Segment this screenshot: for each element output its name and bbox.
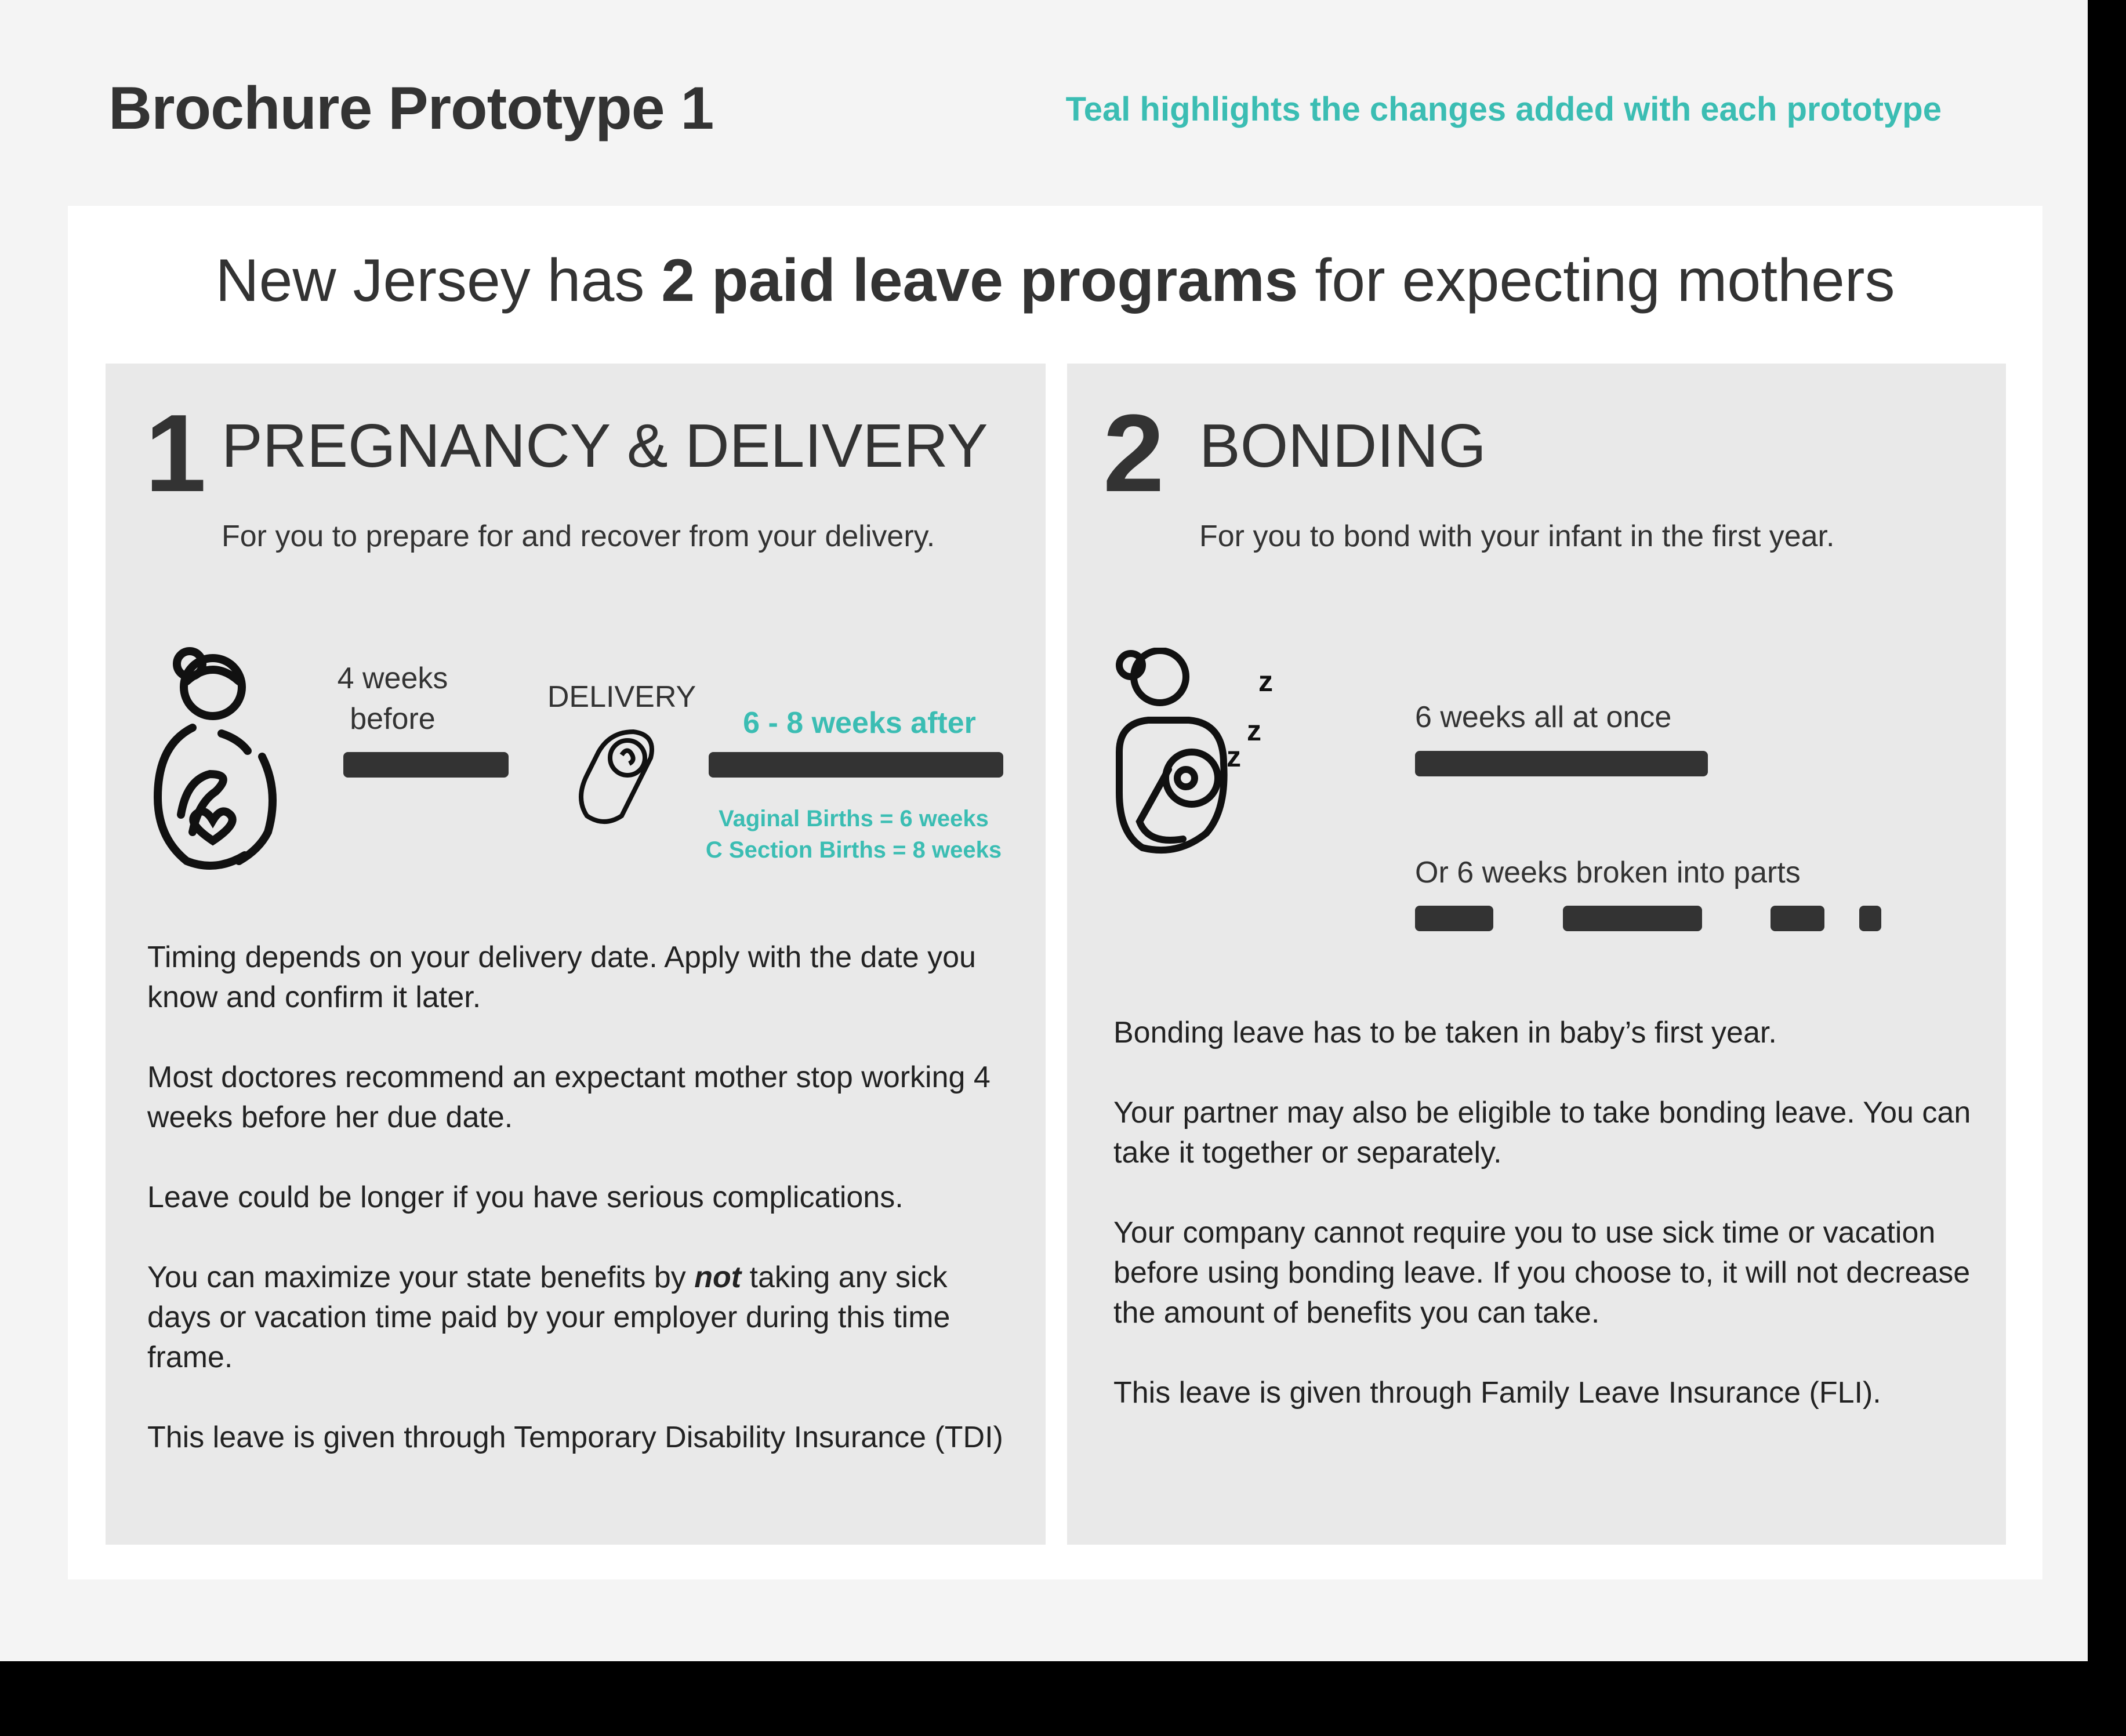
panel-bonding <box>1067 364 2006 1545</box>
after-label: 6 - 8 weeks after <box>743 706 976 740</box>
mother-holding-sleeping-baby-icon <box>1113 648 1316 868</box>
before-label: 4 weeks before <box>337 662 448 736</box>
svg-text:z: z <box>1247 714 1261 747</box>
continuous-bar <box>1415 751 1708 776</box>
before-bar <box>343 752 509 778</box>
svg-text:z: z <box>1227 740 1241 773</box>
program-title: BONDING <box>1199 412 1486 480</box>
pregnant-woman-icon <box>146 647 291 873</box>
part-bar <box>1771 906 1824 931</box>
program-number: 1 <box>145 392 206 515</box>
c-section-births-note: C Section Births = 8 weeks <box>705 837 1002 863</box>
headline <box>68 246 2042 315</box>
after-bar <box>709 752 1003 778</box>
part-bar <box>1859 906 1881 931</box>
paragraph: Most doctores recommend an expectant mother stop working 4 weeks before her due date. <box>147 1061 991 1134</box>
program-description <box>147 938 1017 1498</box>
program-subtitle: For you to prepare for and recover from your delivery. <box>222 520 935 553</box>
paragraph: Your company cannot require you to use sick time or vacation before using bonding leave. If you choose to, it will not decrease the amount of benefits you can take. <box>1113 1216 1971 1330</box>
page-title: Brochure Prototype 1 <box>108 75 714 142</box>
paragraph: Your partner may also be eligible to take bonding leave. You can take it together or separately. <box>1113 1096 1971 1170</box>
birth-type-notes <box>691 803 1016 866</box>
vaginal-births-note: Vaginal Births = 6 weeks <box>719 806 989 831</box>
svg-text:z: z <box>1258 665 1273 698</box>
delivery-label: DELIVERY <box>547 680 696 714</box>
program-title: PREGNANCY & DELIVERY <box>222 412 988 480</box>
headline-post: for expecting mothers <box>1298 247 1895 314</box>
paragraph: Leave could be longer if you have serious complications. <box>147 1181 904 1214</box>
option-broken-parts: Or 6 weeks broken into parts <box>1415 856 1801 889</box>
part-bar <box>1563 906 1702 931</box>
paragraph-maximize: You can maximize your state benefits by not taking any sick days or vacation time paid by your employer during this time frame. <box>147 1261 950 1374</box>
headline-bold: 2 paid leave programs <box>661 247 1298 314</box>
paragraph: Bonding leave has to be taken in baby’s first year. <box>1113 1016 1777 1049</box>
paragraph: Timing depends on your delivery date. Apply with the date you know and confirm it later. <box>147 940 976 1014</box>
program-number: 2 <box>1103 392 1164 515</box>
paragraph: This leave is given through Temporary Disability Insurance (TDI) <box>147 1421 1003 1454</box>
program-description <box>1113 1013 1995 1453</box>
option-all-at-once: 6 weeks all at once <box>1415 700 1672 734</box>
headline-pre: New Jersey has <box>215 247 662 314</box>
part-bar <box>1415 906 1493 931</box>
swaddled-baby-icon <box>564 723 662 827</box>
paragraph: This leave is given through Family Leave Insurance (FLI). <box>1113 1376 1881 1410</box>
brochure-card <box>68 206 2042 1579</box>
panel-pregnancy-delivery <box>106 364 1046 1545</box>
program-subtitle: For you to bond with your infant in the first year. <box>1199 520 1835 553</box>
teal-highlight-note: Teal highlights the changes added with each prototype <box>1065 90 1942 128</box>
